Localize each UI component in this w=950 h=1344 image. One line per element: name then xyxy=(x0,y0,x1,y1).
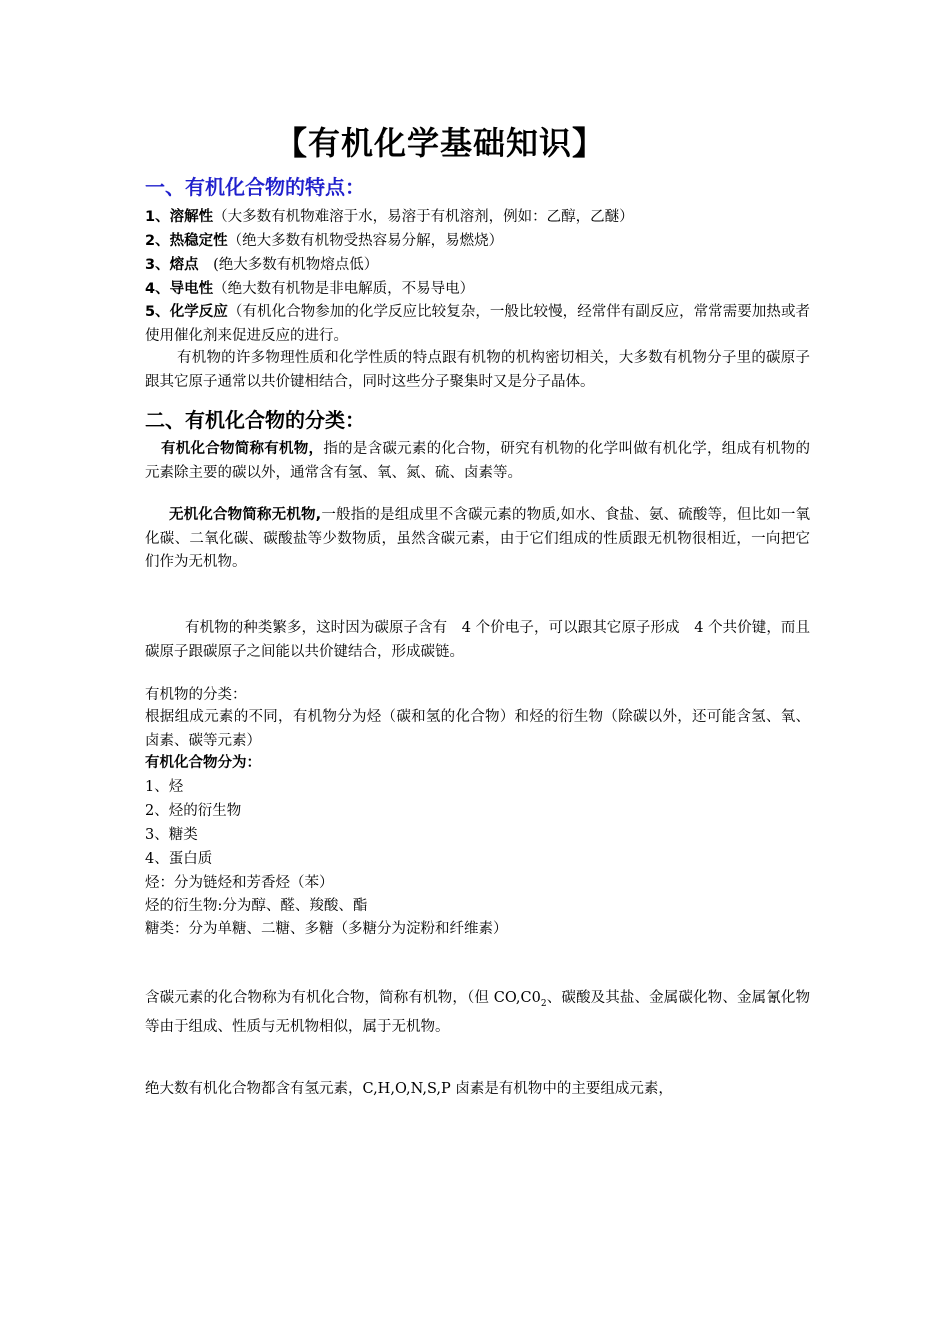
carbon-text-post: 、碳酸及其盐、金属碳化物、金属氰化物等由于组成、性质与无机物相似，属于无机物。 xyxy=(145,990,811,1036)
division-title: 有机化合物分为： xyxy=(145,755,261,771)
feature-item-2 xyxy=(145,230,503,253)
feature-item-1 xyxy=(145,206,634,229)
elements-line: 绝大数有机化合物都含有氢元素，C,H,O,N,S,P 卤素是有机物中的主要组成元素， xyxy=(145,1081,673,1097)
feature-desc: （绝大数有机物是非电解质，不易导电） xyxy=(213,281,475,297)
carbon-compound-paragraph xyxy=(145,987,810,1040)
carbon-subscript: 2 xyxy=(540,998,547,1009)
inorganic-definition xyxy=(145,504,810,575)
subclass-line: 糖类：分为单糖、二糖、多糖（多糖分为淀粉和纤维素） xyxy=(145,921,508,937)
inorganic-definition-text: 一般指的是组成里不含碳元素的物质,如水、食盐、氨、硫酸等，但比如一氧化碳、二氧化碳、碳酸盐等少数物质，虽然含碳元素，由于它们组成的性质跟无机物很相近，一向把它们作为无机物。 xyxy=(145,507,810,570)
section2-heading: 二、有机化合物的分类： xyxy=(145,408,365,432)
feature-label: 1、溶解性 xyxy=(145,209,214,225)
feature-item-4 xyxy=(145,278,474,301)
carbon-text-pre: 含碳元素的化合物称为有机化合物，简称有机物，（但 CO,C0 xyxy=(145,990,541,1006)
division-item: 3、糖类 xyxy=(145,827,198,843)
feature-desc: （绝大多数有机物受热容易分解，易燃烧） xyxy=(227,233,504,249)
organic-definition-text: 指的是含碳元素的化合物，研究有机物的化学叫做有机化学，组成有机物的元素除主要的碳以外，通常含有氢、氧、氮、硫、卤素等。 xyxy=(145,441,811,481)
classification-title: 有机物的分类： xyxy=(145,687,247,703)
division-item: 1、烃 xyxy=(145,779,184,795)
organic-definition-term: 有机化合物简称有机物， xyxy=(161,441,324,457)
division-item: 2、烃的衍生物 xyxy=(145,803,242,819)
subclass-line: 烃：分为链烃和芳香烃（苯） xyxy=(145,875,334,891)
feature-label: 4、导电性 xyxy=(145,281,214,297)
feature-desc: (绝大多数有机物熔点低） xyxy=(198,257,379,273)
subclass-line: 烃的衍生物:分为醇、醛、羧酸、酯 xyxy=(145,898,368,914)
organic-definition xyxy=(145,438,810,485)
structure-paragraph: 有机物的许多物理性质和化学性质的特点跟有机物的机构密切相关，大多数有机物分子里的碳原子跟其它原子通常以共价键相结合，同时这些分子聚集时又是分子晶体。 xyxy=(145,350,810,390)
document-title: 【有机化学基础知识】 xyxy=(275,124,606,162)
inorganic-definition-term: 无机化合物简称无机物, xyxy=(169,507,322,523)
feature-desc: （有机化合物参加的化学反应比较复杂，一般比较慢，经常伴有副反应，常常需要加热或者使用催化剂来促进反应的进行。 xyxy=(145,304,811,344)
division-item: 4、蛋白质 xyxy=(145,851,213,867)
feature-label: 3、熔点 xyxy=(145,257,199,273)
classification-description: 根据组成元素的不同，有机物分为烃（碳和氢的化合物）和烃的衍生物（除碳以外，还可能含氢、氧、卤素、碳等元素） xyxy=(145,709,810,749)
feature-item-3 xyxy=(145,254,378,277)
section1-heading: 一、有机化合物的特点： xyxy=(145,175,365,199)
variety-paragraph: 有机物的种类繁多，这时因为碳原子含有 4 个价电子，可以跟其它原子形成 4 个共价键，而且碳原子跟碳原子之间能以共价键结合，形成碳链。 xyxy=(145,620,810,660)
feature-desc: （大多数有机物难溶于水，易溶于有机溶剂，例如：乙醇，乙醚） xyxy=(213,209,634,225)
feature-item-5 xyxy=(145,301,810,348)
feature-label: 5、化学反应 xyxy=(145,304,228,320)
feature-label: 2、热稳定性 xyxy=(145,233,228,249)
